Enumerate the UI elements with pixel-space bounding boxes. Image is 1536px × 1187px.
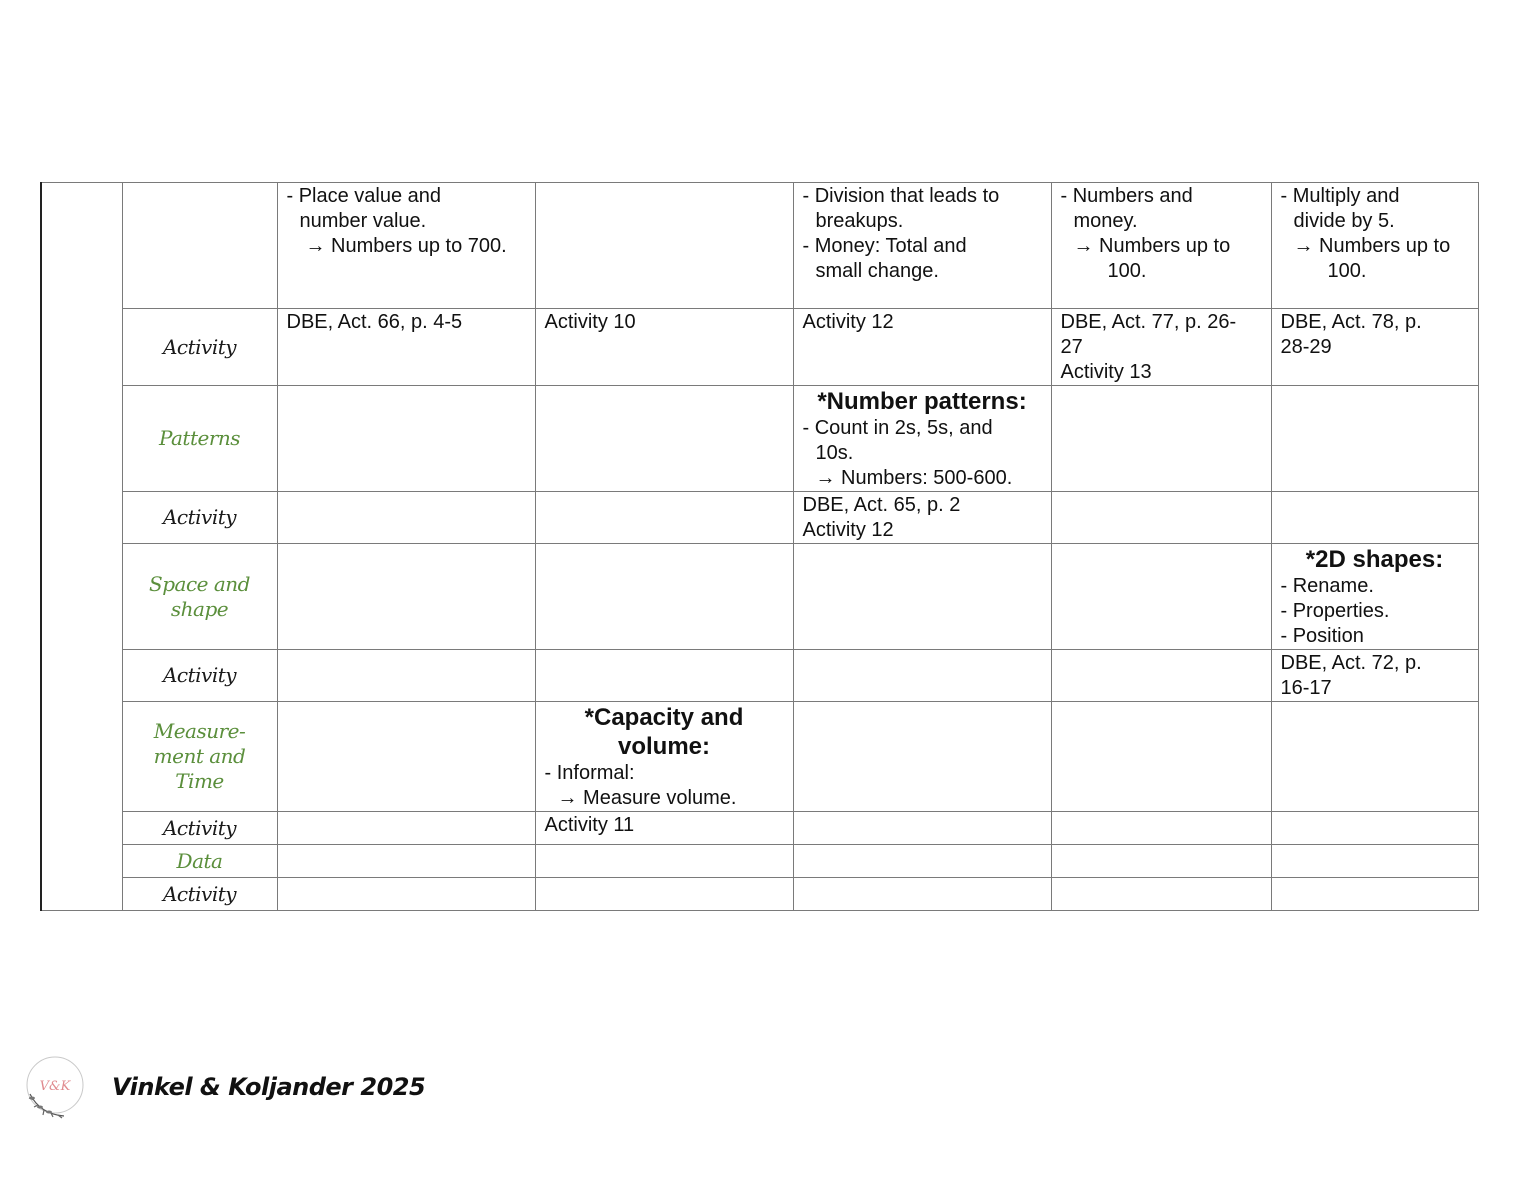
row-label-patterns bbox=[122, 386, 277, 492]
table-row bbox=[41, 878, 1478, 911]
plan-cell bbox=[535, 845, 793, 878]
row-label-data bbox=[122, 845, 277, 878]
footer bbox=[20, 1052, 425, 1122]
row-label-text: Activity bbox=[162, 881, 237, 906]
plan-cell bbox=[1271, 878, 1478, 911]
table-row bbox=[41, 309, 1478, 386]
plan-cell bbox=[1051, 845, 1271, 878]
cell-text-line: DBE, Act. 78, p. bbox=[1280, 311, 1422, 333]
lesson-plan-table bbox=[40, 182, 1479, 911]
plan-cell bbox=[1051, 812, 1271, 845]
plan-cell bbox=[277, 183, 535, 309]
plan-cell bbox=[1051, 544, 1271, 650]
plan-cell bbox=[535, 492, 793, 544]
plan-cell bbox=[535, 878, 793, 911]
plan-cell bbox=[535, 702, 793, 812]
cell-text-line: - Properties. bbox=[1280, 600, 1390, 622]
plan-cell bbox=[535, 544, 793, 650]
outer-column-cell bbox=[41, 492, 122, 544]
plan-cell bbox=[535, 183, 793, 309]
plan-cell bbox=[535, 386, 793, 492]
cell-text-line: 27 bbox=[1060, 336, 1083, 358]
row-label-line: ment and bbox=[153, 744, 246, 768]
cell-text-line: number value. bbox=[299, 210, 427, 232]
cell-text-line: - Numbers and bbox=[1060, 185, 1193, 207]
plan-cell bbox=[793, 309, 1051, 386]
cell-text-line: DBE, Act. 72, p. bbox=[1280, 652, 1422, 674]
outer-column-cell bbox=[41, 812, 122, 845]
plan-cell bbox=[1271, 702, 1478, 812]
plan-cell bbox=[793, 812, 1051, 845]
table-row bbox=[41, 544, 1478, 650]
plan-cell bbox=[1051, 878, 1271, 911]
row-label-activity bbox=[122, 309, 277, 386]
row-label-text: Data bbox=[176, 848, 223, 873]
cell-text-line: - Count in 2s, 5s, and bbox=[802, 417, 993, 439]
plan-cell bbox=[793, 492, 1051, 544]
cell-text-line: Activity 10 bbox=[544, 311, 636, 333]
cell-text-line: DBE, Act. 66, p. 4-5 bbox=[286, 311, 463, 333]
cell-text-line: - Money: Total and bbox=[802, 235, 967, 257]
vk-wreath-logo-icon bbox=[20, 1052, 90, 1122]
plan-cell bbox=[793, 845, 1051, 878]
row-label-text: Activity bbox=[162, 663, 237, 687]
plan-cell bbox=[1271, 492, 1478, 544]
plan-cell bbox=[1271, 183, 1478, 309]
row-label-text: Patterns bbox=[158, 426, 241, 450]
plan-cell bbox=[535, 650, 793, 702]
outer-column-cell bbox=[41, 845, 122, 878]
plan-cell bbox=[277, 650, 535, 702]
cell-text-line: → Measure volume. bbox=[557, 787, 737, 809]
row-label-text: Activity bbox=[162, 505, 237, 529]
plan-cell bbox=[277, 702, 535, 812]
outer-column-cell bbox=[41, 183, 122, 309]
plan-cell bbox=[793, 386, 1051, 492]
plan-cell bbox=[1051, 386, 1271, 492]
plan-cell bbox=[793, 183, 1051, 309]
svg-text:V&K: V&K bbox=[39, 1079, 71, 1094]
row-label-measure-ment-and-time bbox=[122, 702, 277, 812]
plan-cell bbox=[1271, 386, 1478, 492]
row-label-line: Measure- bbox=[153, 719, 246, 743]
plan-cell bbox=[277, 845, 535, 878]
plan-cell bbox=[277, 386, 535, 492]
row-label-activity bbox=[122, 650, 277, 702]
row-label-space-and-shape bbox=[122, 544, 277, 650]
cell-text-line: small change. bbox=[815, 260, 939, 282]
cell-text-line: 100. bbox=[1107, 260, 1147, 282]
topic-heading: *2D shapes: bbox=[1305, 546, 1444, 573]
footer-credit: Vinkel & Koljander 2025 bbox=[112, 1073, 426, 1101]
plan-cell bbox=[793, 544, 1051, 650]
plan-cell bbox=[1051, 650, 1271, 702]
table-row bbox=[41, 386, 1478, 492]
plan-cell bbox=[793, 878, 1051, 911]
table-row bbox=[41, 812, 1478, 845]
table-row bbox=[41, 702, 1478, 812]
plan-cell bbox=[277, 492, 535, 544]
outer-column-cell bbox=[41, 544, 122, 650]
cell-text-line: DBE, Act. 77, p. 26- bbox=[1060, 311, 1237, 333]
table-row bbox=[41, 845, 1478, 878]
cell-text-line: divide by 5. bbox=[1293, 210, 1395, 232]
plan-cell bbox=[277, 309, 535, 386]
plan-cell bbox=[277, 878, 535, 911]
plan-cell bbox=[1271, 309, 1478, 386]
cell-text-line: 100. bbox=[1327, 260, 1367, 282]
row-label-activity bbox=[122, 878, 277, 911]
table-row bbox=[41, 650, 1478, 702]
cell-text-line: Activity 11 bbox=[544, 814, 635, 836]
plan-cell bbox=[1051, 702, 1271, 812]
cell-text-line: breakups. bbox=[815, 210, 904, 232]
plan-cell bbox=[1051, 183, 1271, 309]
row-label-text: Activity bbox=[162, 815, 237, 840]
plan-cell bbox=[535, 812, 793, 845]
plan-cell bbox=[1271, 650, 1478, 702]
outer-column-cell bbox=[41, 878, 122, 911]
plan-cell bbox=[1271, 845, 1478, 878]
topic-heading: *Number patterns: bbox=[817, 388, 1027, 415]
cell-text-line: 10s. bbox=[815, 442, 854, 464]
cell-text-line: 28-29 bbox=[1280, 336, 1332, 358]
plan-cell bbox=[1271, 544, 1478, 650]
topic-heading: *Capacity and bbox=[584, 704, 744, 731]
table-row bbox=[41, 183, 1478, 309]
row-label-activity bbox=[122, 492, 277, 544]
cell-text-line: money. bbox=[1073, 210, 1138, 232]
outer-column-cell bbox=[41, 702, 122, 812]
table-row bbox=[41, 492, 1478, 544]
outer-column-cell bbox=[41, 650, 122, 702]
cell-text-line: → Numbers up to bbox=[1073, 235, 1231, 257]
row-label-empty bbox=[122, 183, 277, 309]
plan-cell bbox=[535, 309, 793, 386]
outer-column-cell bbox=[41, 309, 122, 386]
outer-column-cell bbox=[41, 386, 122, 492]
cell-text-line: Activity 12 bbox=[802, 519, 894, 541]
plan-cell bbox=[1271, 812, 1478, 845]
plan-cell bbox=[277, 812, 535, 845]
plan-cell bbox=[793, 650, 1051, 702]
cell-text-line: → Numbers up to bbox=[1293, 235, 1451, 257]
cell-text-line: → Numbers: 500-600. bbox=[815, 467, 1013, 489]
cell-text-line: Activity 12 bbox=[802, 311, 894, 333]
plan-cell bbox=[1051, 309, 1271, 386]
topic-heading: volume: bbox=[617, 733, 710, 760]
row-label-activity bbox=[122, 812, 277, 845]
cell-text-line: - Position bbox=[1280, 625, 1364, 647]
cell-text-line: Activity 13 bbox=[1060, 361, 1152, 383]
cell-text-line: 16-17 bbox=[1280, 677, 1332, 699]
cell-text-line: → Numbers up to 700. bbox=[305, 235, 507, 257]
cell-text-line: - Informal: bbox=[544, 762, 635, 784]
plan-cell bbox=[1051, 492, 1271, 544]
row-label-line: Time bbox=[175, 769, 224, 793]
cell-text-line: - Multiply and bbox=[1280, 185, 1400, 207]
plan-cell bbox=[793, 702, 1051, 812]
row-label-text: Space and shape bbox=[149, 571, 250, 621]
cell-text-line: - Division that leads to bbox=[802, 185, 1000, 207]
plan-cell bbox=[277, 544, 535, 650]
cell-text-line: DBE, Act. 65, p. 2 bbox=[802, 494, 961, 516]
cell-text-line: - Place value and bbox=[286, 185, 442, 207]
row-label-text: Activity bbox=[162, 334, 237, 359]
cell-text-line: - Rename. bbox=[1280, 575, 1374, 597]
